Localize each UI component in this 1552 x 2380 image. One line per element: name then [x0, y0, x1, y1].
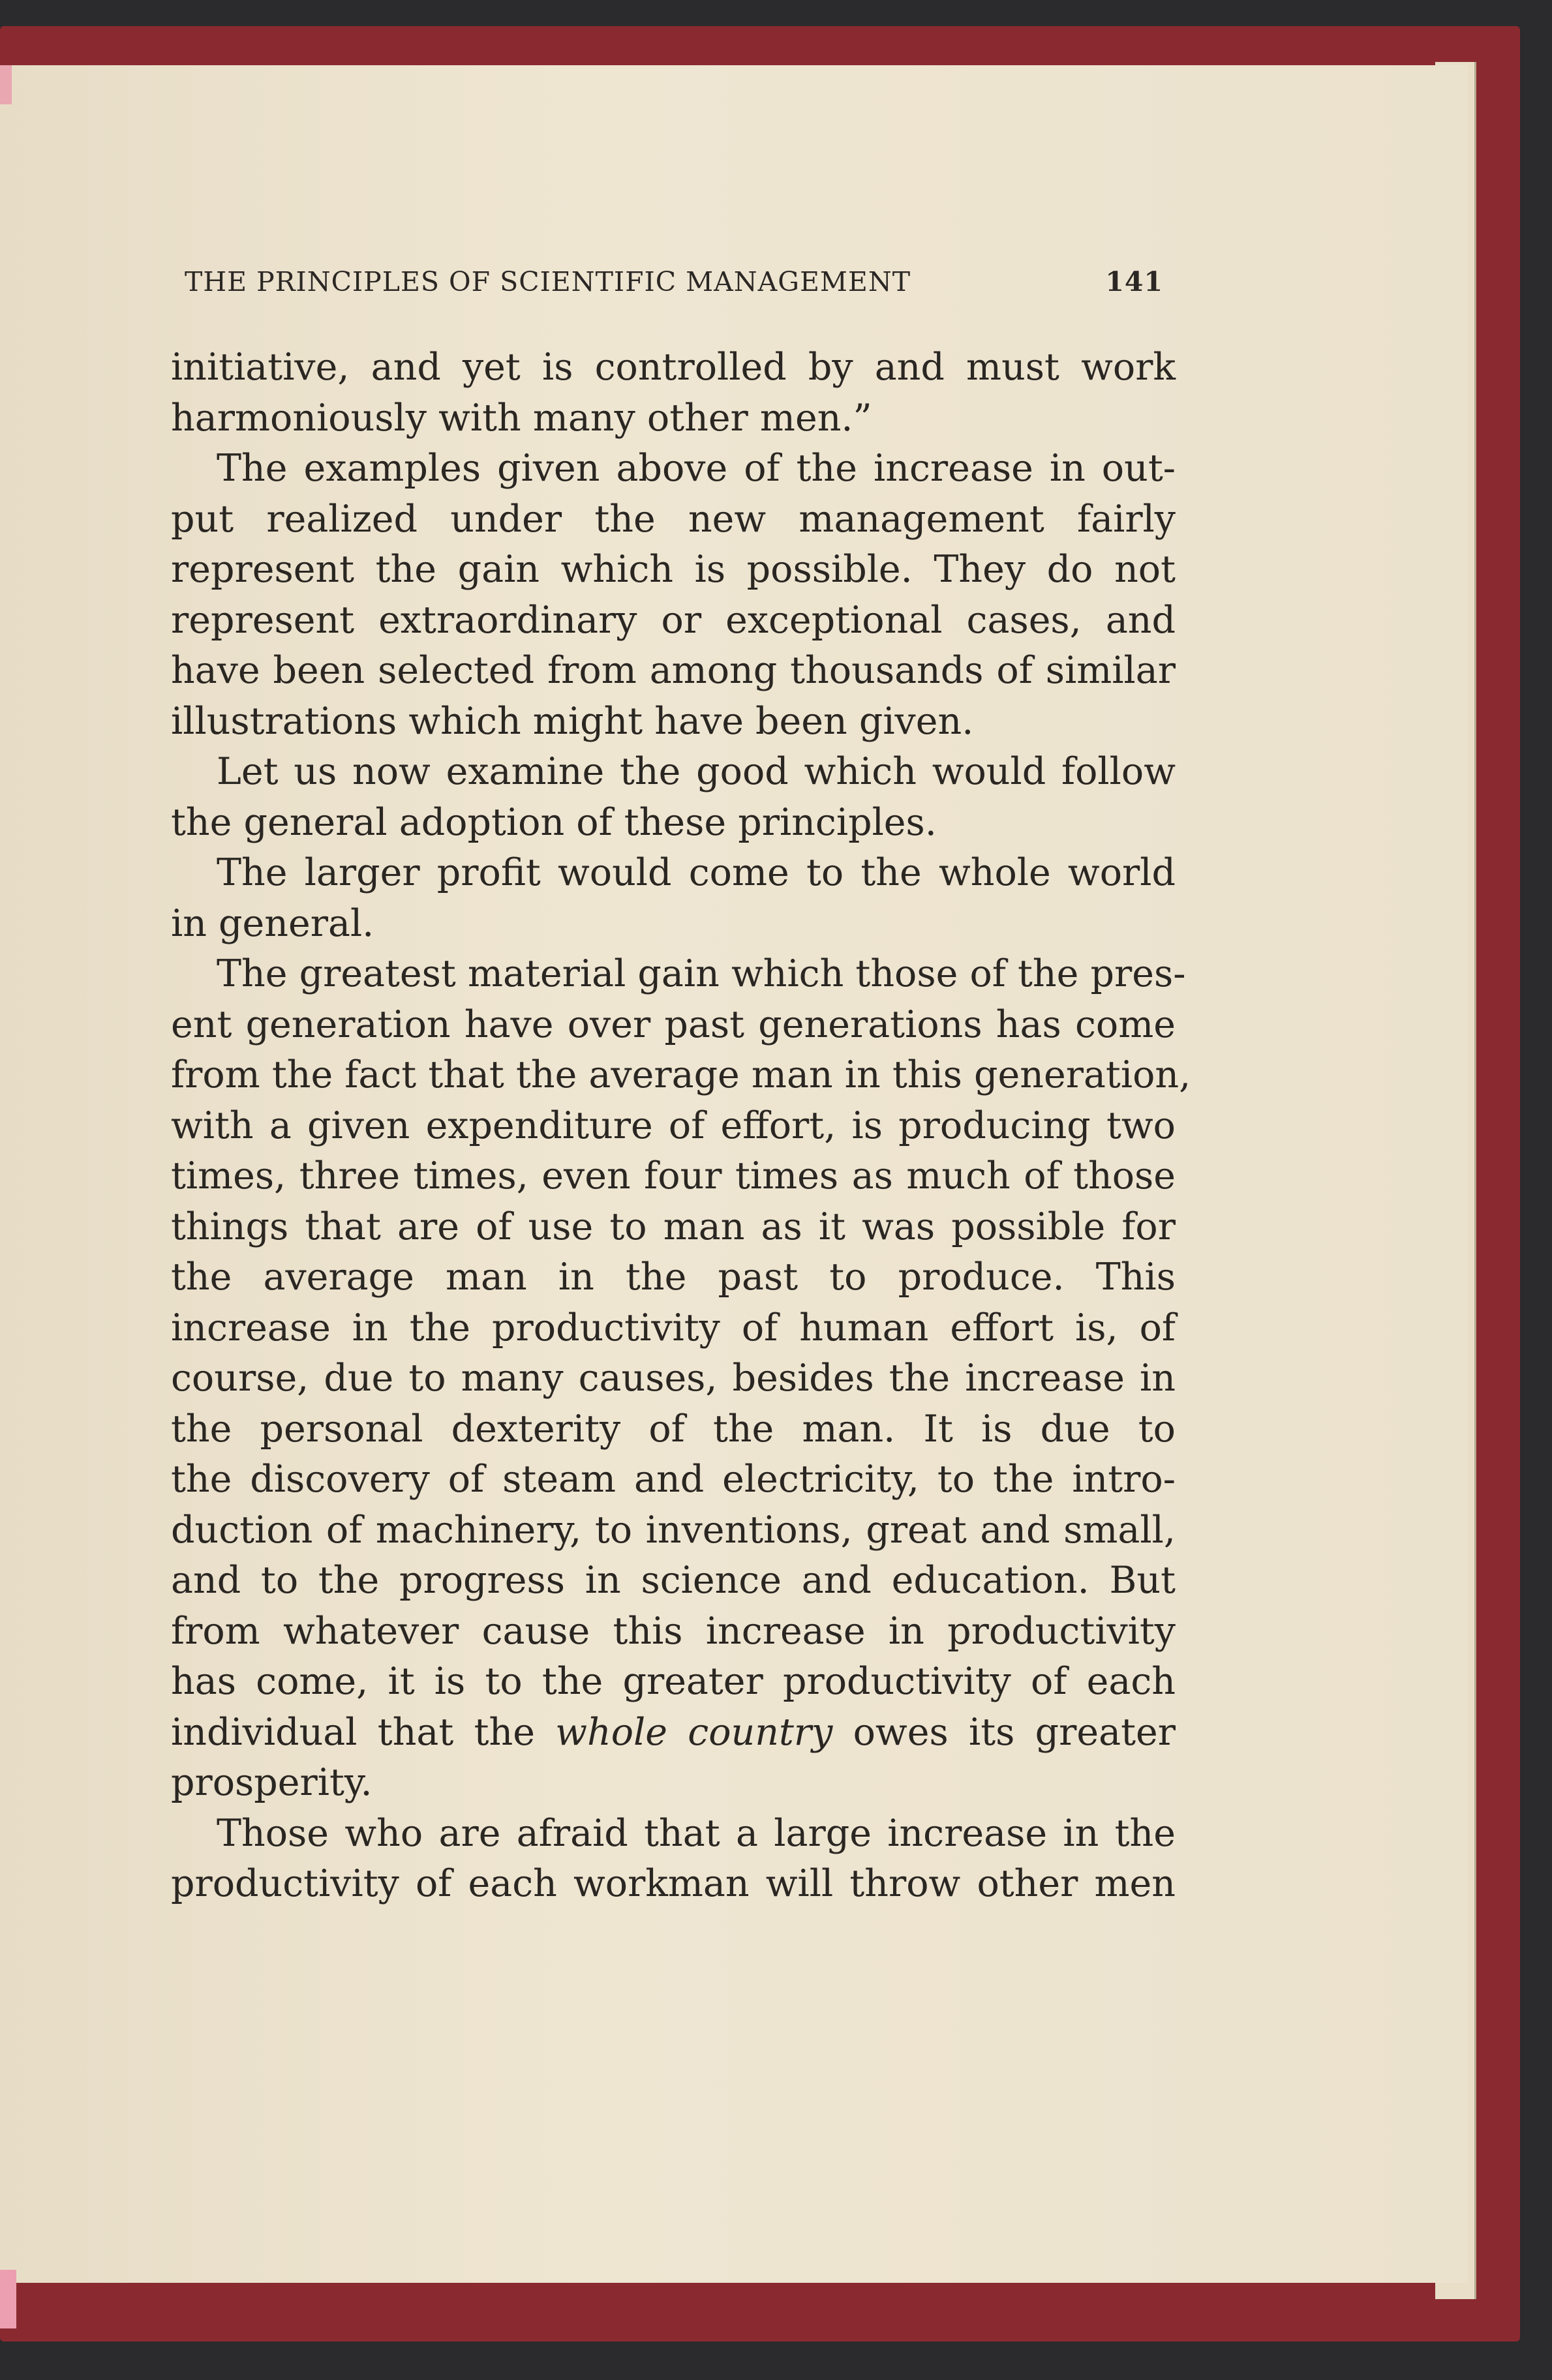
page-stain — [0, 65, 12, 104]
text-line: in general. — [171, 901, 374, 945]
text-line: the general adoption of these principles. — [171, 800, 937, 844]
text-line: harmoniously with many other men.” — [171, 396, 872, 440]
text-line: duction of machinery, to inventions, great and small, — [171, 1508, 1176, 1552]
text-line: and to the progress in science and education. But — [171, 1559, 1176, 1602]
text-line: course, due to many causes, besides the increase in — [171, 1357, 1176, 1400]
text-line: illustrations which might have been given. — [171, 699, 974, 743]
text-line: has come, it is to the greater productivity of each — [171, 1660, 1176, 1703]
text-line: with a given expenditure of effort, is producing two — [171, 1104, 1176, 1147]
text-line: The examples given above of the increase in out- — [217, 447, 1176, 490]
text-line: the discovery of steam and electricity, to the intro- — [171, 1458, 1176, 1501]
text-line: from the fact that the average man in this generation, — [171, 1053, 1191, 1096]
text-line: productivity of each workman will throw other men — [171, 1862, 1176, 1905]
text-line-italic — [171, 1708, 1176, 1758]
text-line: have been selected from among thousands of similar — [171, 649, 1176, 692]
text-fragment: individual that the — [171, 1710, 556, 1754]
text-line: from whatever cause this increase in productivity — [171, 1609, 1176, 1653]
page-stain — [0, 2270, 16, 2328]
text-line: prosperity. — [171, 1761, 373, 1804]
text-fragment: owes its greater — [832, 1710, 1176, 1754]
text-line: times, three times, even four times as much of those — [171, 1154, 1176, 1198]
text-line: The larger profit would come to the whole world — [217, 851, 1176, 894]
text-line: the personal dexterity of the man. It is due to — [171, 1407, 1176, 1451]
text-line: represent the gain which is possible. They do not — [171, 548, 1176, 591]
text-line: initiative, and yet is controlled by and must work — [171, 346, 1176, 389]
italic-emphasis: whole country — [555, 1710, 833, 1754]
text-line: represent extraordinary or exceptional cases, and — [171, 598, 1176, 642]
page-number: 141 — [1105, 266, 1163, 297]
running-head — [185, 266, 1163, 312]
text-line: Those who are afraid that a large increase in the — [217, 1811, 1176, 1855]
text-line: the average man in the past to produce. This — [171, 1256, 1176, 1299]
text-line: ent generation have over past generations has come — [171, 1002, 1176, 1046]
running-head-title: THE PRINCIPLES OF SCIENTIFIC MANAGEMENT — [185, 266, 911, 297]
text-line: put realized under the new management fairly — [171, 497, 1176, 541]
body-text — [171, 342, 1191, 1910]
text-line: Let us now examine the good which would follow — [217, 750, 1176, 793]
text-line: increase in the productivity of human effort is, of — [171, 1306, 1176, 1349]
text-line: The greatest material gain which those of the pres- — [217, 952, 1186, 995]
text-line: things that are of use to man as it was possible for — [171, 1205, 1176, 1248]
